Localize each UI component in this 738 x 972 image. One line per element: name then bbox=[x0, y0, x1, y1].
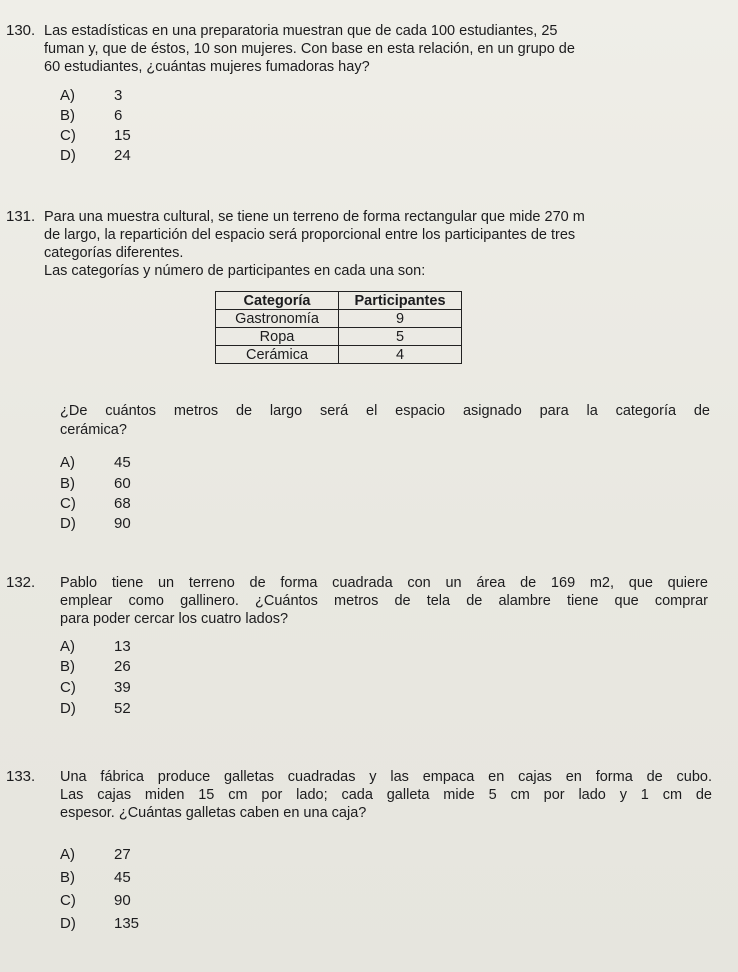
option-value: 3 bbox=[114, 87, 123, 104]
table-cell: Gastronomía bbox=[216, 310, 339, 328]
table-header: Categoría bbox=[216, 292, 339, 310]
table-cell: 4 bbox=[339, 346, 462, 364]
option-value: 24 bbox=[114, 147, 131, 164]
table-header-row bbox=[216, 292, 462, 310]
question-line: Las cajas miden 15 cm por lado; cada galleta mide 5 cm por lado y 1 cm de bbox=[60, 787, 712, 803]
question-line: de largo, la repartición del espacio será proporcional entre los participantes de tres bbox=[44, 227, 576, 243]
option-value: 68 bbox=[114, 495, 131, 512]
option-value: 13 bbox=[114, 638, 131, 655]
categories-table bbox=[215, 291, 462, 364]
option-value: 52 bbox=[114, 700, 131, 717]
question-line: Una fábrica produce galletas cuadradas y las empaca en cajas en forma de cubo. bbox=[60, 769, 712, 785]
table-header: Participantes bbox=[339, 292, 462, 310]
table-row bbox=[216, 310, 462, 328]
option-value: 27 bbox=[114, 846, 131, 863]
option-value: 15 bbox=[114, 127, 131, 144]
option-letter: B) bbox=[60, 475, 75, 492]
option-letter: D) bbox=[60, 915, 76, 932]
question-text bbox=[44, 22, 704, 76]
question-line: para poder cercar los cuatro lados? bbox=[60, 611, 289, 627]
option-value: 90 bbox=[114, 515, 131, 532]
option-value: 26 bbox=[114, 658, 131, 675]
option-value: 6 bbox=[114, 107, 123, 124]
option-letter: C) bbox=[60, 679, 76, 696]
option-letter: C) bbox=[60, 495, 76, 512]
question-prompt bbox=[60, 402, 710, 420]
question-text bbox=[60, 768, 712, 822]
question-line: Pablo tiene un terreno de forma cuadrada con un área de 169 m2, que quiere bbox=[60, 575, 708, 591]
table-cell: Ropa bbox=[216, 328, 339, 346]
option-letter: B) bbox=[60, 658, 75, 675]
option-letter: A) bbox=[60, 638, 75, 655]
table-cell: 5 bbox=[339, 328, 462, 346]
option-letter: C) bbox=[60, 127, 76, 144]
option-letter: B) bbox=[60, 869, 75, 886]
option-letter: A) bbox=[60, 846, 75, 863]
option-letter: A) bbox=[60, 87, 75, 104]
question-prompt-cont bbox=[60, 421, 720, 439]
question-line: espesor. ¿Cuántas galletas caben en una caja? bbox=[60, 805, 367, 821]
question-line: 60 estudiantes, ¿cuántas mujeres fumadoras hay? bbox=[44, 59, 370, 75]
question-text bbox=[44, 208, 704, 280]
option-value: 135 bbox=[114, 915, 140, 932]
question-text bbox=[60, 574, 708, 628]
option-letter: D) bbox=[60, 147, 76, 164]
question-line: categorías diferentes. bbox=[44, 245, 184, 261]
option-value: 45 bbox=[114, 454, 131, 471]
question-line: fuman y, que de éstos, 10 son mujeres. Con base en esta relación, en un grupo de bbox=[44, 41, 575, 57]
table-cell: Cerámica bbox=[216, 346, 339, 364]
option-letter: B) bbox=[60, 107, 75, 124]
table-cell: 9 bbox=[339, 310, 462, 328]
question-line: emplear como gallinero. ¿Cuántos metros de tela de alambre tiene que comprar bbox=[60, 593, 708, 609]
option-letter: D) bbox=[60, 700, 76, 717]
option-letter: A) bbox=[60, 454, 75, 471]
question-line: Para una muestra cultural, se tiene un terreno de forma rectangular que mide 270 m bbox=[44, 209, 585, 225]
option-value: 60 bbox=[114, 475, 131, 492]
option-value: 45 bbox=[114, 869, 131, 886]
question-number: 131. bbox=[6, 208, 36, 225]
question-number: 130. bbox=[6, 22, 36, 39]
option-value: 39 bbox=[114, 679, 131, 696]
question-number: 132. bbox=[6, 574, 36, 591]
question-line: cerámica? bbox=[60, 422, 127, 438]
table-row bbox=[216, 346, 462, 364]
option-value: 90 bbox=[114, 892, 131, 909]
option-letter: D) bbox=[60, 515, 76, 532]
question-line: ¿De cuántos metros de largo será el espacio asignado para la categoría de bbox=[60, 403, 710, 419]
table-row bbox=[216, 328, 462, 346]
question-line: Las categorías y número de participantes en cada una son: bbox=[44, 263, 426, 279]
question-line: Las estadísticas en una preparatoria muestran que de cada 100 estudiantes, 25 bbox=[44, 23, 558, 39]
option-letter: C) bbox=[60, 892, 76, 909]
question-number: 133. bbox=[6, 768, 36, 785]
